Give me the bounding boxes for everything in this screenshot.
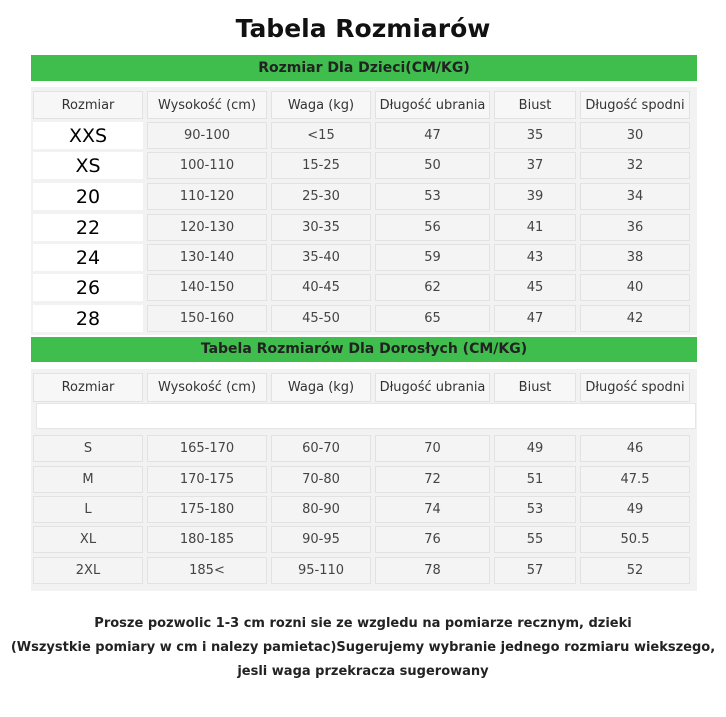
kids-size-table (31, 87, 697, 335)
table-cell: 95-110 (271, 557, 371, 584)
table-cell: 30 (580, 122, 690, 149)
table-row (31, 274, 697, 301)
table-cell: 150-160 (147, 305, 267, 332)
table-cell: 36 (580, 214, 690, 241)
table-row (31, 435, 697, 462)
table-cell: 32 (580, 152, 690, 179)
table-cell: 140-150 (147, 274, 267, 301)
table-cell: 175-180 (147, 496, 267, 523)
column-header: Długość spodni (580, 91, 690, 119)
table-cell: 49 (494, 435, 576, 462)
note-line-3: jesli waga przekracza sugerowany (237, 664, 489, 679)
table-cell: 45-50 (271, 305, 371, 332)
table-row (31, 557, 697, 584)
note-line-1: Prosze pozwolic 1-3 cm rozni sie ze wzgledu na pomiarze recznym, dzieki (94, 616, 632, 631)
table-cell: 42 (580, 305, 690, 332)
table-cell: 53 (375, 183, 490, 210)
size-label: XS (33, 152, 143, 179)
table-cell: 130-140 (147, 244, 267, 271)
table-row (31, 214, 697, 241)
table-cell: 46 (580, 435, 690, 462)
size-label: 28 (33, 305, 143, 332)
table-cell: 43 (494, 244, 576, 271)
table-cell: 53 (494, 496, 576, 523)
table-cell: 57 (494, 557, 576, 584)
table-cell: 45 (494, 274, 576, 301)
table-row (31, 496, 697, 523)
table-cell: 35-40 (271, 244, 371, 271)
table-cell: 100-110 (147, 152, 267, 179)
size-label: XL (33, 526, 143, 553)
table-cell: 52 (580, 557, 690, 584)
table-cell: 62 (375, 274, 490, 301)
table-cell: 47.5 (580, 466, 690, 493)
column-header: Rozmiar (33, 373, 143, 402)
table-cell: 39 (494, 183, 576, 210)
size-label: 22 (33, 214, 143, 241)
size-note (0, 612, 726, 684)
column-header: Biust (494, 373, 576, 402)
size-label: 24 (33, 244, 143, 271)
table-cell: 38 (580, 244, 690, 271)
table-cell: 15-25 (271, 152, 371, 179)
table-row (31, 305, 697, 332)
table-cell: 78 (375, 557, 490, 584)
table-cell: 185< (147, 557, 267, 584)
size-label: 2XL (33, 557, 143, 584)
table-cell: 50.5 (580, 526, 690, 553)
table-header-row (31, 91, 697, 119)
table-cell: 25-30 (271, 183, 371, 210)
empty-row (36, 403, 696, 429)
table-cell: 120-130 (147, 214, 267, 241)
table-cell: 40-45 (271, 274, 371, 301)
table-cell: 76 (375, 526, 490, 553)
page-title: Tabela Rozmiarów (235, 14, 491, 43)
table-row (31, 526, 697, 553)
table-row (31, 244, 697, 271)
adults-table-heading: Tabela Rozmiarów Dla Dorosłych (CM/KG) (31, 337, 697, 362)
table-cell: 72 (375, 466, 490, 493)
table-cell: 50 (375, 152, 490, 179)
table-cell: 59 (375, 244, 490, 271)
column-header: Długość ubrania (375, 91, 490, 119)
adults-size-table (31, 369, 697, 591)
table-cell: 30-35 (271, 214, 371, 241)
column-header: Rozmiar (33, 91, 143, 119)
table-cell: 70 (375, 435, 490, 462)
table-cell: 35 (494, 122, 576, 149)
table-cell: 60-70 (271, 435, 371, 462)
table-cell: 165-170 (147, 435, 267, 462)
table-cell: 180-185 (147, 526, 267, 553)
size-label: L (33, 496, 143, 523)
table-row (31, 183, 697, 210)
table-cell: 49 (580, 496, 690, 523)
table-cell: 47 (375, 122, 490, 149)
table-cell: 170-175 (147, 466, 267, 493)
size-label: 20 (33, 183, 143, 210)
kids-table-heading: Rozmiar Dla Dzieci(CM/KG) (31, 55, 697, 81)
table-cell: 90-95 (271, 526, 371, 553)
table-cell: 55 (494, 526, 576, 553)
table-cell: 41 (494, 214, 576, 241)
size-label: M (33, 466, 143, 493)
column-header: Wysokość (cm) (147, 91, 267, 119)
column-header: Waga (kg) (271, 373, 371, 402)
table-cell: 34 (580, 183, 690, 210)
table-cell: 70-80 (271, 466, 371, 493)
table-cell: 56 (375, 214, 490, 241)
table-row (31, 152, 697, 179)
table-cell: 37 (494, 152, 576, 179)
table-cell: 110-120 (147, 183, 267, 210)
table-cell: 80-90 (271, 496, 371, 523)
table-cell: <15 (271, 122, 371, 149)
column-header: Biust (494, 91, 576, 119)
column-header: Waga (kg) (271, 91, 371, 119)
column-header: Wysokość (cm) (147, 373, 267, 402)
table-row (31, 122, 697, 149)
table-cell: 90-100 (147, 122, 267, 149)
table-header-row (31, 373, 697, 402)
table-cell: 51 (494, 466, 576, 493)
size-label: XXS (33, 122, 143, 149)
table-cell: 47 (494, 305, 576, 332)
size-label: S (33, 435, 143, 462)
table-cell: 65 (375, 305, 490, 332)
table-row (31, 466, 697, 493)
table-cell: 40 (580, 274, 690, 301)
table-cell: 74 (375, 496, 490, 523)
column-header: Długość ubrania (375, 373, 490, 402)
note-line-2: (Wszystkie pomiary w cm i nalezy pamietac)Sugerujemy wybranie jednego rozmiaru wiekszego, (10, 640, 716, 655)
size-label: 26 (33, 274, 143, 301)
column-header: Długość spodni (580, 373, 690, 402)
